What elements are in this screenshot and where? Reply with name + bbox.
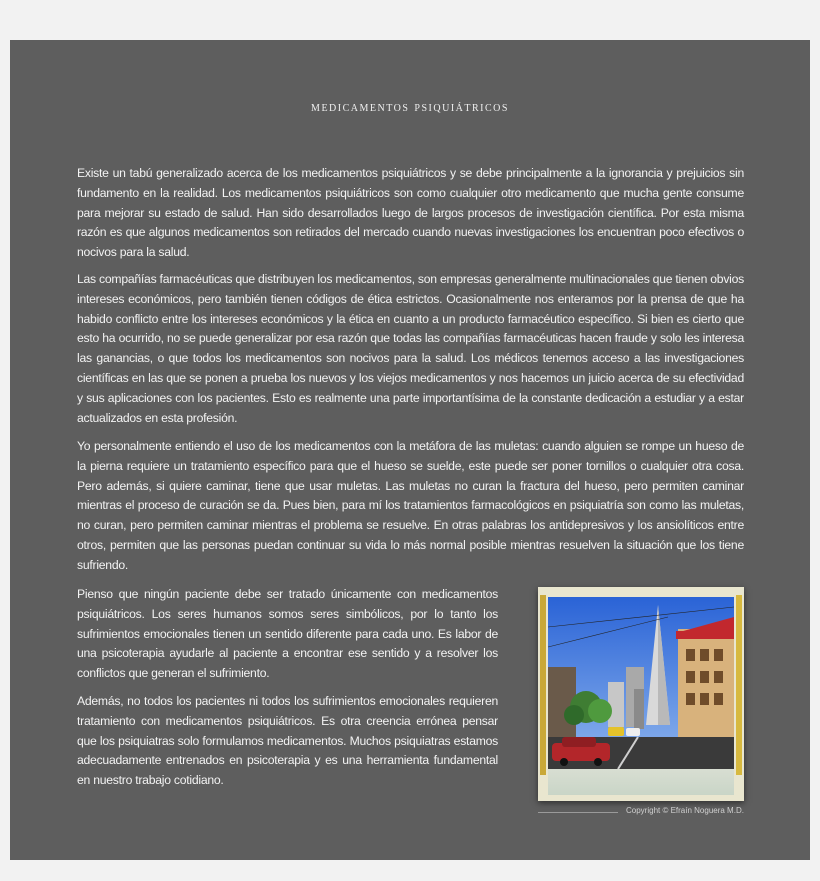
paragraph-5: Además, no todos los pacientes ni todos los sufrimientos emocionales requieren tratamiento con medicamentos psiquiátricos. Es otra creencia errónea pensar que los psiquiatras solo formulamos medicamentos. Muchos psiquiatras estamos adecuadamente entrenados en psicoterapia y es una herramienta fundamental en nuestro trabajo cotidiano. — [77, 694, 498, 788]
paragraph-4: Pienso que ningún paciente debe ser tratado únicamente con medicamentos psiquiátricos. Los seres humanos somos seres simbólicos, por lo tanto los sufrimientos emocionales tienen un sentido diferente para cada uno. Es labor de una psicoterapia ayudarle al paciente a encontrar ese sentido y a resolver los conflictos que generan el sufrimiento. — [77, 587, 498, 681]
photo-image — [548, 597, 734, 769]
article-panel — [10, 40, 810, 860]
paragraph-3: Yo personalmente entiendo el uso de los medicamentos con la metáfora de las muletas: cuando alguien se rompe un hueso de la pierna requiere un tratamiento específico para que el hueso se suelde, este puede ser poner tornillos o cualquier otra cosa. Pero además, si quiere caminar, tiene que usar muletas. Las muletas no curan la fractura del hueso, pero permiten caminar mientras el proceso de curación se da. Pues bien, para mí los tratamientos farmacológicos en psiquiatría son como las muletas, no curan, pero permiten caminar mientras el problema se resuelve. En otras palabras los antidepresivos y los ansiolíticos entre otros, permiten que las personas puedan continuar su vida lo más normal posible mientras resuelven la situación que los tiene sufriendo. — [77, 439, 744, 572]
street-scene-illustration — [548, 597, 734, 769]
photo-frame-bottom — [548, 769, 734, 795]
paragraph-2: Las compañías farmacéuticas que distribuyen los medicamentos, son empresas generalmente multinacionales que tienen obvios intereses económicos, pero también tienen códigos de ética estrictos. Ocasionalmente nos enteramos por la prensa de que ha habido conflicto entre los intereses económicos y la ética en cuanto a un producto farmacéutico específico. Si bien es cierto que esto ha ocurrido, no se puede generalizar por esa razón que todas las compañías farmacéuticas hacen fraude y solo les interesa las ganancias, o que todos los medicamentos son nocivos para la salud. Los médicos tenemos acceso a las investigaciones científicas en las que se ponen a prueba los nuevos y los viejos medicamentos y nos hacemos un juicio acerca de su efectividad y sus aplicaciones con los pacientes. Esto es realmente una parte importantísima de la constante dedicación a estudiar y a estar actualizados en esta profesión. — [77, 272, 744, 425]
photo-frame-stripe-left — [540, 595, 546, 775]
copyright-divider — [538, 812, 618, 813]
photo-frame-stripe-right — [736, 595, 742, 775]
paragraph-1: Existe un tabú generalizado acerca de los medicamentos psiquiátricos y se debe principalmente a la ignorancia y prejuicios sin fundamento en la realidad. Los medicamentos psiquiátricos son como cualquier otro medicamento que mucha gente consume para mejorar su estado de salud. Han sido desarrollados luego de largos procesos de investigación científica. Por esta misma razón es que algunos medicamentos son retirados del mercado cuando nuevas investigaciones los encuentran poco efectivos o nocivos para la salud. — [77, 166, 744, 260]
page-title: medicamentos psiquiátricos — [311, 100, 509, 115]
photo-copyright: Copyright © Efraín Noguera M.D. — [626, 806, 744, 815]
city-street-photo — [538, 587, 744, 801]
